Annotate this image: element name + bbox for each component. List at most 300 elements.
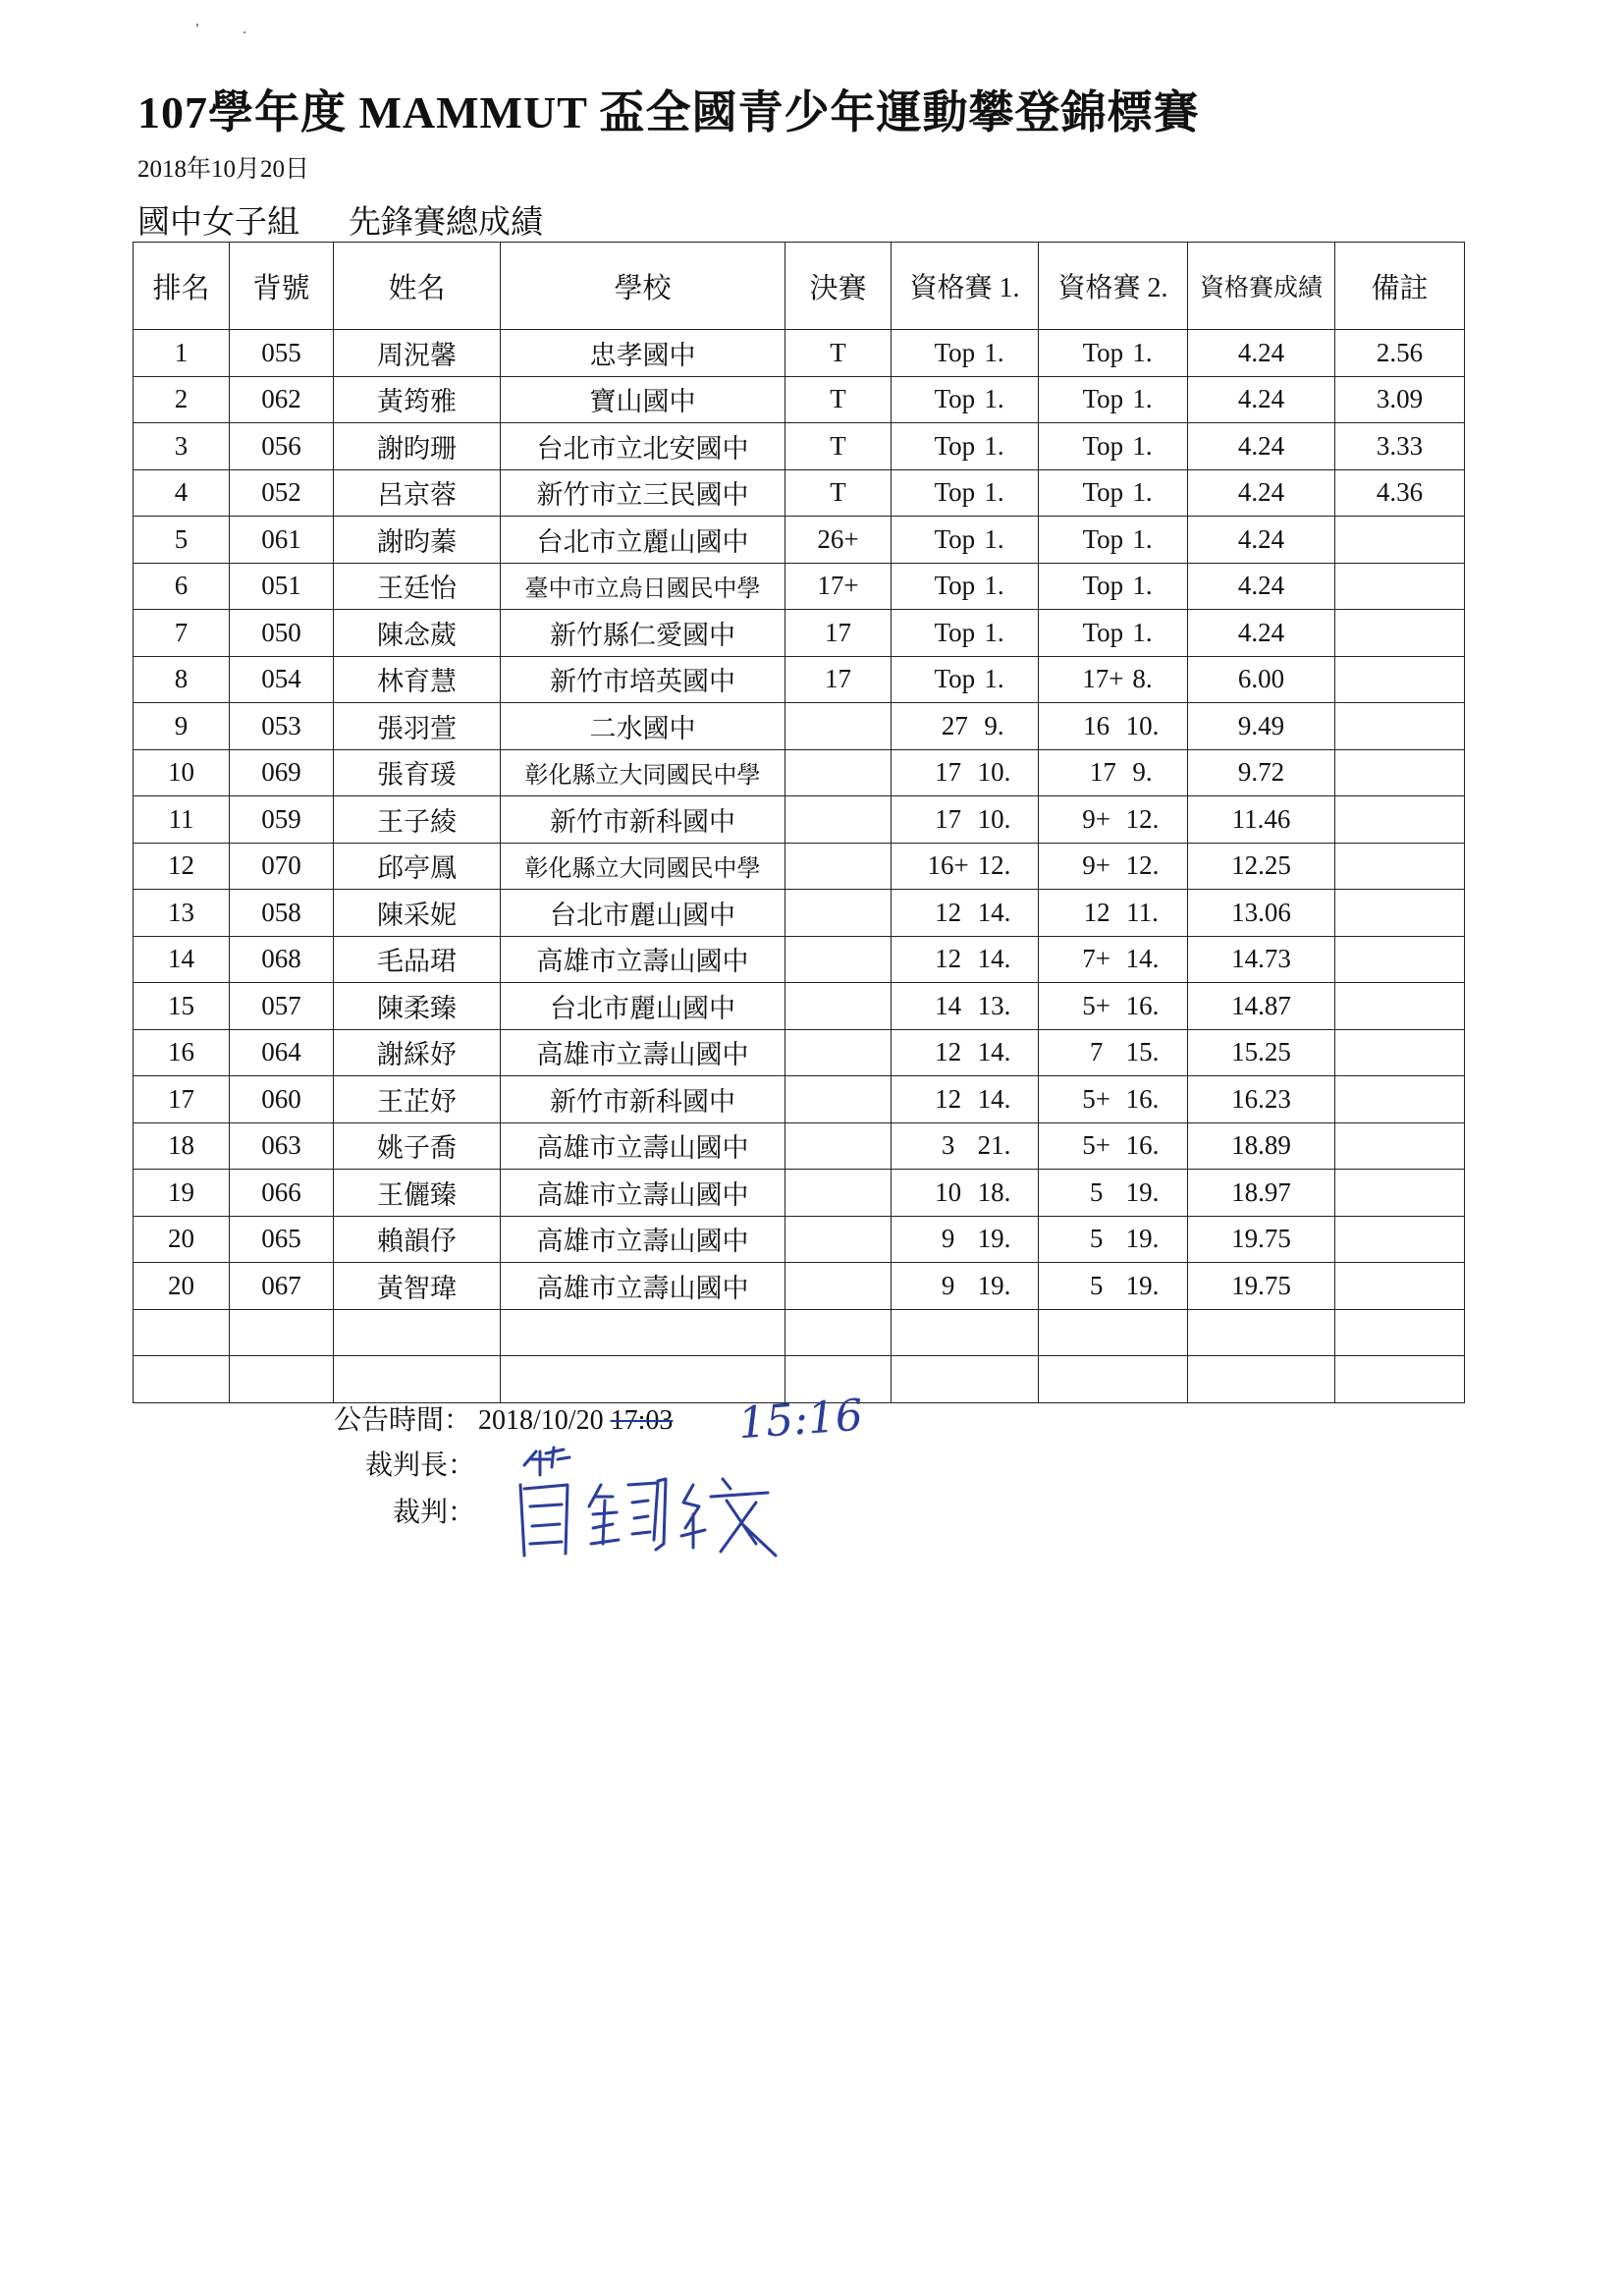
q1-result: 14 [935,990,962,1020]
rank-cell: 2 [134,376,230,423]
document-title: 107學年度 MAMMUT 盃全國青少年運動攀登錦標賽 [137,87,1200,137]
header-name: 姓名 [334,243,501,330]
note-cell [1335,1263,1465,1310]
q2-result: Top [1082,477,1124,508]
qualifier-2-cell [1039,890,1188,937]
q2-place: 10. [1125,710,1160,740]
bib-cell: 059 [230,796,334,844]
score-cell: 4.24 [1188,376,1335,423]
qualifier-2-cell [1039,1170,1188,1217]
qualifier-2-cell [1039,749,1188,796]
note-cell [1335,796,1465,844]
bib-cell: 052 [230,469,334,517]
q2-result: 12 [1083,897,1110,927]
final-cell: T [785,330,892,377]
q1-place: 9. [984,710,1004,740]
rank-cell: 4 [134,469,230,517]
q1-result: 17 [935,803,962,834]
note-cell [1335,703,1465,750]
qualifier-2-cell [1039,376,1188,423]
table-row [134,1216,1465,1263]
name-cell: 黃筠雅 [334,376,501,423]
qualifier-2-cell [1039,517,1188,564]
header-note: 備註 [1335,243,1465,330]
score-cell: 4.24 [1188,610,1335,657]
q2-result: 5+ [1082,1130,1110,1161]
q2-result: 5 [1089,1270,1104,1300]
scan-speck [196,24,198,27]
school-cell: 高雄市立壽山國中 [501,936,785,983]
bib-cell: 057 [230,983,334,1030]
q1-place: 14. [977,1083,1011,1114]
rank-cell: 11 [134,796,230,844]
school-cell: 台北市立北安國中 [501,423,785,470]
qualifier-1-cell [892,423,1039,470]
name-cell: 陳念葳 [334,610,501,657]
final-cell: T [785,376,892,423]
rank-cell: 15 [134,983,230,1030]
final-cell [785,1170,892,1217]
qualifier-2-cell [1039,703,1188,750]
bib-cell: 061 [230,517,334,564]
final-cell [785,796,892,844]
qualifier-1-cell [892,376,1039,423]
bib-cell: 067 [230,1263,334,1310]
name-cell: 王儷臻 [334,1170,501,1217]
school-cell: 彰化縣立大同國民中學 [501,843,785,890]
qualifier-1-cell [892,517,1039,564]
qualifier-1-cell [892,1029,1039,1076]
note-cell [1335,749,1465,796]
qualifier-2-cell [1039,796,1188,844]
q2-place: 1. [1132,430,1153,461]
q2-place: 16. [1125,1083,1160,1114]
bib-cell: 053 [230,703,334,750]
final-cell [785,1122,892,1170]
note-cell [1335,517,1465,564]
qualifier-2-cell [1039,1122,1188,1170]
results-table [133,242,1465,1403]
table-row [134,469,1465,517]
handwritten-signature [511,1446,785,1573]
q2-result: Top [1082,337,1124,367]
final-cell [785,890,892,937]
note-cell [1335,1170,1465,1217]
q1-place: 10. [977,757,1011,788]
name-cell: 謝昀蓁 [334,517,501,564]
score-cell: 13.06 [1188,890,1335,937]
empty-cell [1039,1309,1188,1356]
bib-cell: 066 [230,1170,334,1217]
table-row [134,517,1465,564]
score-cell: 12.25 [1188,843,1335,890]
rank-cell: 12 [134,843,230,890]
empty-cell [230,1309,334,1356]
q1-result: 12 [935,944,962,974]
school-cell: 高雄市立壽山國中 [501,1029,785,1076]
empty-cell [334,1356,501,1403]
q1-result: 12 [935,897,962,927]
q1-result: 10 [935,1176,962,1207]
qualifier-1-cell [892,983,1039,1030]
empty-cell [501,1309,785,1356]
empty-cell [892,1309,1039,1356]
table-row [134,330,1465,377]
bib-cell: 058 [230,890,334,937]
score-cell: 11.46 [1188,796,1335,844]
name-cell: 陳采妮 [334,890,501,937]
rank-cell: 19 [134,1170,230,1217]
final-cell [785,1076,892,1123]
q1-place: 1. [984,664,1004,694]
q1-place: 14. [977,944,1011,974]
score-cell: 18.97 [1188,1170,1335,1217]
bib-cell: 060 [230,1076,334,1123]
q1-result: Top [934,337,976,367]
name-cell: 王芷妤 [334,1076,501,1123]
name-cell: 陳柔臻 [334,983,501,1030]
header-rank: 排名 [134,243,230,330]
school-cell: 新竹縣仁愛國中 [501,610,785,657]
q2-result: 17 [1089,757,1116,788]
qualifier-1-cell [892,1076,1039,1123]
header-qualifier-1: 資格賽 1. [892,243,1039,330]
rank-cell: 16 [134,1029,230,1076]
qualifier-1-cell [892,796,1039,844]
q2-result: 9+ [1082,803,1110,834]
final-cell: 17 [785,610,892,657]
q2-place: 1. [1132,337,1153,367]
qualifier-1-cell [892,330,1039,377]
q1-result: 12 [935,1083,962,1114]
name-cell: 周況馨 [334,330,501,377]
q1-result: 9 [941,1270,955,1300]
q1-result: 16+ [927,850,969,881]
rank-cell: 3 [134,423,230,470]
qualifier-2-cell [1039,563,1188,610]
q2-place: 19. [1125,1270,1160,1300]
table-row [134,610,1465,657]
final-cell: 17 [785,656,892,703]
q2-result: 7+ [1082,944,1110,974]
final-cell [785,703,892,750]
q2-place: 1. [1132,384,1153,414]
header-qualifier-score: 資格賽成績 [1188,243,1335,330]
q1-place: 1. [984,430,1004,461]
note-cell: 2.56 [1335,330,1465,377]
table-row [134,563,1465,610]
note-cell: 3.33 [1335,423,1465,470]
final-cell [785,843,892,890]
final-cell: 26+ [785,517,892,564]
q2-place: 14. [1125,944,1160,974]
school-cell: 台北市麗山國中 [501,890,785,937]
q2-place: 19. [1125,1176,1160,1207]
empty-cell [1188,1356,1335,1403]
final-cell [785,983,892,1030]
name-cell: 邱亭鳳 [334,843,501,890]
q2-result: 16 [1083,710,1110,740]
note-cell [1335,656,1465,703]
bib-cell: 056 [230,423,334,470]
table-row [134,703,1465,750]
name-cell: 張育瑗 [334,749,501,796]
empty-cell [892,1356,1039,1403]
q1-place: 14. [977,1037,1011,1067]
school-cell: 忠孝國中 [501,330,785,377]
note-cell [1335,1076,1465,1123]
school-cell: 高雄市立壽山國中 [501,1170,785,1217]
name-cell: 黃智瑋 [334,1263,501,1310]
q2-result: 5 [1089,1224,1104,1254]
qualifier-2-cell [1039,843,1188,890]
q1-place: 1. [984,571,1004,601]
table-row [134,1076,1465,1123]
q2-result: Top [1082,571,1124,601]
header-final: 決賽 [785,243,892,330]
final-cell [785,936,892,983]
qualifier-2-cell [1039,423,1188,470]
q1-place: 1. [984,337,1004,367]
q2-result: Top [1082,384,1124,414]
final-cell [785,1216,892,1263]
q1-place: 1. [984,477,1004,508]
empty-cell [1335,1309,1465,1356]
empty-cell [1188,1309,1335,1356]
q1-result: 17 [935,757,962,788]
q2-place: 15. [1125,1037,1160,1067]
note-cell: 3.09 [1335,376,1465,423]
q2-place: 16. [1125,990,1160,1020]
scan-speck [243,31,245,33]
chief-judge-line [365,1444,475,1483]
qualifier-1-cell [892,843,1039,890]
school-cell: 彰化縣立大同國民中學 [501,749,785,796]
empty-cell [785,1309,892,1356]
qualifier-2-cell [1039,656,1188,703]
q1-place: 12. [977,850,1011,881]
rank-cell: 13 [134,890,230,937]
announce-time-line [334,1398,673,1438]
table-row [134,983,1465,1030]
bib-cell: 050 [230,610,334,657]
empty-cell [1335,1356,1465,1403]
rank-cell: 5 [134,517,230,564]
q2-result: Top [1082,617,1124,647]
school-cell: 高雄市立壽山國中 [501,1263,785,1310]
q1-place: 19. [977,1224,1011,1254]
bib-cell: 065 [230,1216,334,1263]
table-row [134,656,1465,703]
judge-line [393,1491,475,1530]
score-cell: 4.24 [1188,330,1335,377]
qualifier-1-cell [892,563,1039,610]
rank-cell: 7 [134,610,230,657]
q2-result: 5 [1089,1176,1104,1207]
judge-label: 裁判： [393,1498,476,1528]
q1-result: Top [934,571,976,601]
empty-cell [501,1356,785,1403]
table-row [134,843,1465,890]
score-cell: 4.24 [1188,469,1335,517]
q1-place: 10. [977,803,1011,834]
q2-place: 12. [1125,803,1160,834]
final-cell [785,1029,892,1076]
qualifier-1-cell [892,656,1039,703]
announce-date: 2018/10/20 [478,1405,604,1436]
qualifier-2-cell [1039,1263,1188,1310]
q2-result: Top [1082,523,1124,554]
note-cell: 4.36 [1335,469,1465,517]
chief-judge-label: 裁判長： [365,1450,476,1481]
rank-cell: 6 [134,563,230,610]
score-cell: 19.75 [1188,1216,1335,1263]
table-row [134,890,1465,937]
school-cell: 新竹市新科國中 [501,1076,785,1123]
school-cell: 高雄市立壽山國中 [501,1216,785,1263]
note-cell [1335,1122,1465,1170]
school-cell: 新竹市立三民國中 [501,469,785,517]
qualifier-2-cell [1039,610,1188,657]
bib-cell: 051 [230,563,334,610]
announce-label: 公告時間： [334,1405,472,1436]
q1-result: Top [934,477,976,508]
q1-place: 13. [977,990,1011,1020]
note-cell [1335,983,1465,1030]
table-row [134,1170,1465,1217]
rank-cell: 10 [134,749,230,796]
school-cell: 臺中市立烏日國民中學 [501,563,785,610]
name-cell: 呂京蓉 [334,469,501,517]
event-label: 先鋒賽總成績 [349,205,543,241]
document-date: 2018年10月20日 [137,156,310,183]
qualifier-1-cell [892,936,1039,983]
rank-cell: 9 [134,703,230,750]
note-cell [1335,610,1465,657]
q1-place: 14. [977,897,1011,927]
name-cell: 姚子喬 [334,1122,501,1170]
note-cell [1335,563,1465,610]
q2-place: 12. [1125,850,1160,881]
q1-result: Top [934,523,976,554]
qualifier-1-cell [892,890,1039,937]
name-cell: 林育慧 [334,656,501,703]
empty-cell [134,1356,230,1403]
empty-cell [1039,1356,1188,1403]
q2-result: Top [1082,430,1124,461]
rank-cell: 20 [134,1263,230,1310]
score-cell: 9.49 [1188,703,1335,750]
header-bib: 背號 [230,243,334,330]
score-cell: 18.89 [1188,1122,1335,1170]
qualifier-2-cell [1039,469,1188,517]
score-cell: 14.87 [1188,983,1335,1030]
name-cell: 謝昀珊 [334,423,501,470]
table-row [134,376,1465,423]
qualifier-1-cell [892,1263,1039,1310]
name-cell: 王子綾 [334,796,501,844]
qualifier-1-cell [892,1170,1039,1217]
final-cell [785,1263,892,1310]
rank-cell: 1 [134,330,230,377]
q1-result: Top [934,664,976,694]
table-row [134,423,1465,470]
note-cell [1335,1029,1465,1076]
bib-cell: 055 [230,330,334,377]
school-cell: 寶山國中 [501,376,785,423]
qualifier-2-cell [1039,983,1188,1030]
q1-result: 12 [935,1037,962,1067]
qualifier-1-cell [892,703,1039,750]
bib-cell: 054 [230,656,334,703]
bib-cell: 063 [230,1122,334,1170]
score-cell: 19.75 [1188,1263,1335,1310]
table-row [134,1029,1465,1076]
q1-result: Top [934,617,976,647]
group-label: 國中女子組 [137,205,299,241]
qualifier-2-cell [1039,1029,1188,1076]
score-cell: 16.23 [1188,1076,1335,1123]
q2-place: 1. [1132,523,1153,554]
school-cell: 高雄市立壽山國中 [501,1122,785,1170]
q1-result: 9 [941,1224,955,1254]
q1-place: 1. [984,384,1004,414]
empty-cell [334,1309,501,1356]
q1-place: 19. [977,1270,1011,1300]
score-cell: 9.72 [1188,749,1335,796]
name-cell: 賴韻伃 [334,1216,501,1263]
qualifier-1-cell [892,610,1039,657]
school-cell: 台北市立麗山國中 [501,517,785,564]
q2-result: 17+ [1082,664,1124,694]
q2-place: 1. [1132,571,1153,601]
qualifier-2-cell [1039,1076,1188,1123]
header-school: 學校 [501,243,785,330]
name-cell: 張羽萱 [334,703,501,750]
q2-place: 9. [1132,757,1153,788]
handwritten-time: 15:16 [736,1390,865,1449]
bib-cell: 064 [230,1029,334,1076]
q2-place: 1. [1132,617,1153,647]
rank-cell: 8 [134,656,230,703]
school-cell: 台北市麗山國中 [501,983,785,1030]
document-subtitle [137,196,543,243]
bib-cell: 068 [230,936,334,983]
note-cell [1335,936,1465,983]
score-cell: 14.73 [1188,936,1335,983]
qualifier-2-cell [1039,936,1188,983]
q1-result: 27 [941,710,968,740]
q2-place: 1. [1132,477,1153,508]
name-cell: 謝綵妤 [334,1029,501,1076]
final-cell [785,749,892,796]
q2-place: 8. [1132,664,1153,694]
q1-place: 18. [977,1176,1011,1207]
table-row [134,1263,1465,1310]
qualifier-1-cell [892,1122,1039,1170]
qualifier-2-cell [1039,330,1188,377]
struck-time: 17:03 [610,1405,674,1436]
note-cell [1335,843,1465,890]
name-cell: 毛品珺 [334,936,501,983]
score-cell: 4.24 [1188,517,1335,564]
rank-cell: 14 [134,936,230,983]
note-cell [1335,1216,1465,1263]
school-cell: 新竹市培英國中 [501,656,785,703]
q1-place: 21. [977,1130,1011,1161]
score-cell: 6.00 [1188,656,1335,703]
q1-result: 3 [941,1130,955,1161]
